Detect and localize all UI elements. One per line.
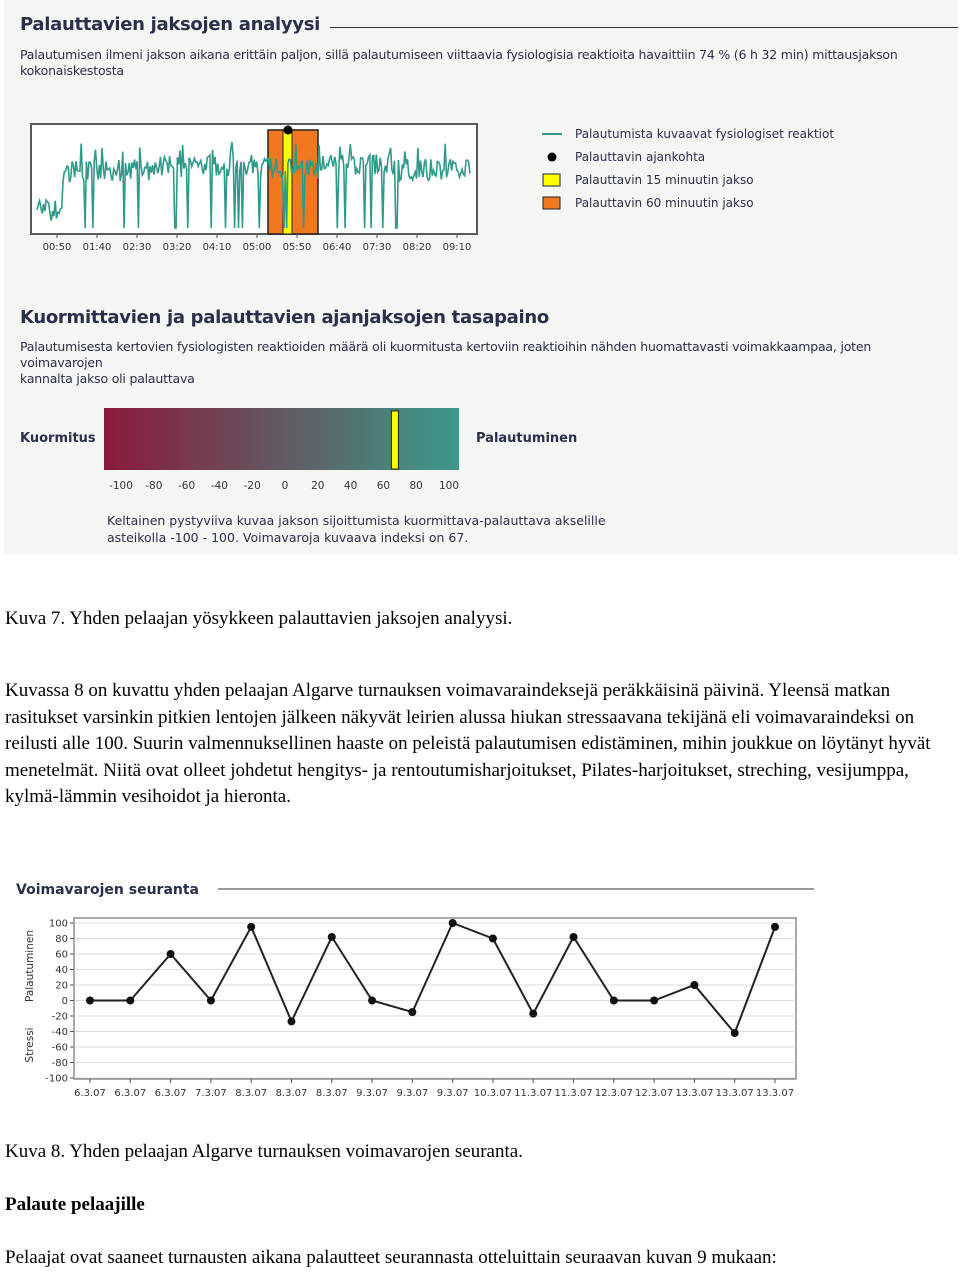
title-divider <box>330 27 958 28</box>
balance-chart <box>4 400 958 555</box>
section-description <box>20 47 950 79</box>
data-point <box>771 923 779 931</box>
y-tick-label: 100 <box>48 918 68 930</box>
desc-line: Palautumisesta kertovien fysiologisten reaktioiden määrä oli kuormitusta kertoviin reaktioihin nähden huomattavasti voimakkaampaa, joten voimavarojen <box>20 339 872 370</box>
legend-label: Palauttavin 15 minuutin jakso <box>575 173 754 187</box>
y-axis-label-top: Palautuminen <box>24 930 36 1002</box>
timeline-tick-label: 07:30 <box>362 242 392 253</box>
data-point <box>86 997 94 1005</box>
scale-tick-label: 100 <box>438 480 460 492</box>
left-label: Kuormitus <box>20 431 96 446</box>
data-point <box>449 919 457 927</box>
data-point <box>731 1029 739 1037</box>
timeline-tick-label: 04:10 <box>202 242 232 253</box>
x-tick-label: 7.3.07 <box>194 1088 227 1099</box>
section-description <box>20 339 955 387</box>
x-axis <box>74 1079 794 1099</box>
best-moment-dot <box>284 126 293 135</box>
timeline-axis <box>43 234 472 253</box>
x-tick-label: 9.3.07 <box>396 1088 429 1099</box>
scale-tick-label: -60 <box>178 480 196 492</box>
recovery-timeline-chart <box>4 110 958 270</box>
index-marker <box>391 411 398 469</box>
scale-tick-label: 0 <box>281 480 289 492</box>
best-60-min-box <box>268 130 318 234</box>
x-tick-label: 8.3.07 <box>315 1088 348 1099</box>
x-tick-label: 12.3.07 <box>635 1088 674 1099</box>
x-tick-label: 11.3.07 <box>514 1088 553 1099</box>
timeline-tick-label: 09:10 <box>442 242 472 253</box>
balance-scale <box>109 480 459 492</box>
x-tick-label: 6.3.07 <box>74 1088 106 1099</box>
chart-title: Voimavarojen seuranta <box>16 882 200 898</box>
x-tick-label: 9.3.07 <box>436 1088 469 1099</box>
y-axis-label-bottom: Stressi <box>24 1027 36 1063</box>
scale-tick-label: 40 <box>343 480 358 492</box>
scale-tick-label: -40 <box>210 480 228 492</box>
data-point <box>570 933 578 941</box>
body-paragraph: Kuvassa 8 on kuvattu yhden pelaajan Algarve turnauksen voimavaraindeksejä peräkkäisinä päivinä. Yleensä matkan rasitukset varsinkin pitkien lentojen jälkeen näkyvät leirien alussa hiukan stressaavana tekijänä eli voimavaraindeksi on reilusti alle 100. Suurin valmennuksellinen haaste on peleistä palautumisen edistäminen, mihin joukkue on löytänyt hyvät menetelmät. Niitä ovat olleet johdetut hengitys- ja rentoutumisharjoitukset, Pilates-harjoitukset, streching, vesijumppa, kylmä-lämmin vesihoidot ja hieronta. <box>5 680 931 807</box>
data-point <box>167 950 175 958</box>
x-tick-label: 6.3.07 <box>114 1088 147 1099</box>
figure-7-panel <box>4 0 958 555</box>
data-point <box>368 997 376 1005</box>
scale-tick-label: 20 <box>311 480 325 492</box>
x-tick-label: 12.3.07 <box>594 1088 633 1099</box>
x-tick-label: 13.3.07 <box>675 1088 714 1099</box>
legend-swatch <box>543 197 560 209</box>
y-tick-label: 0 <box>61 996 68 1007</box>
figure-8-caption: Kuva 8. Yhden pelaajan Algarve turnauksen voimavarojen seuranta. <box>5 1141 523 1162</box>
data-point <box>650 997 658 1005</box>
x-tick-label: 13.3.07 <box>715 1088 754 1099</box>
y-tick-label: 80 <box>55 934 68 945</box>
y-tick-label: 20 <box>55 980 68 992</box>
x-tick-label: 10.3.07 <box>473 1088 513 1099</box>
y-axis <box>45 919 74 1085</box>
right-label: Palautuminen <box>476 431 578 446</box>
data-point <box>328 933 336 941</box>
data-point <box>287 1017 295 1025</box>
legend-label: Palautumista kuvaavat fysiologiset reaktiot <box>575 127 835 141</box>
data-point <box>207 997 215 1005</box>
timeline-tick-label: 05:50 <box>282 242 312 253</box>
data-point <box>247 923 255 931</box>
timeline-tick-label: 01:40 <box>82 242 112 253</box>
data-point <box>489 935 497 943</box>
timeline-tick-label: 08:20 <box>402 242 432 253</box>
y-tick-label: -100 <box>45 1073 68 1085</box>
section-title-balance: Kuormittavien ja palauttavien ajanjaksojen tasapaino <box>20 307 549 328</box>
legend-label: Palauttavin 60 minuutin jakso <box>575 196 754 210</box>
y-tick-label: 60 <box>55 949 68 961</box>
section-title-recovery-analysis: Palauttavien jaksojen analyysi <box>20 14 320 35</box>
figure-7-caption: Kuva 7. Yhden pelaajan yösykkeen palauttavien jaksojen analyysi. <box>5 608 513 629</box>
data-point <box>126 997 134 1005</box>
data-point <box>408 1008 416 1016</box>
closing-line: Pelaajat ovat saaneet turnausten aikana palautteet seurannasta otteluittain seuraavan kuvan 9 mukaan: <box>5 1247 777 1268</box>
y-tick-label: -40 <box>51 1027 68 1038</box>
desc-line: kannalta jakso oli palauttava <box>20 371 195 386</box>
timeline-tick-label: 02:30 <box>122 242 152 253</box>
legend-swatch <box>548 153 557 162</box>
timeline-tick-label: 06:40 <box>322 242 352 253</box>
plot-area <box>74 918 796 1079</box>
desc-line: Palautumisen ilmeni jakson aikana erittäin paljon, sillä palautumiseen viittaavia fysiologisia reaktioita havaittiin 74 % (6 h 32 min) mittausjakson <box>20 47 898 62</box>
desc-line: kokonaiskestosta <box>20 63 124 78</box>
legend-swatch <box>543 174 560 186</box>
balance-gradient-bar <box>104 408 459 470</box>
scale-tick-label: 60 <box>376 480 391 492</box>
y-tick-label: 40 <box>55 965 68 976</box>
y-tick-label: -20 <box>51 1011 68 1023</box>
y-tick-label: -80 <box>51 1058 68 1069</box>
scale-tick-label: 80 <box>409 480 423 492</box>
data-point <box>690 981 698 989</box>
resource-tracking-chart <box>0 870 960 1110</box>
balance-note-line: Keltainen pystyviiva kuvaa jakson sijoittumista kuormittava-palauttava akselille <box>107 513 606 528</box>
data-point <box>610 997 618 1005</box>
x-tick-label: 6.3.07 <box>154 1088 187 1099</box>
timeline-tick-label: 00:50 <box>42 242 72 253</box>
scale-tick-label: -20 <box>243 480 261 492</box>
balance-note-line: asteikolla -100 - 100. Voimavaroja kuvaava indeksi on 67. <box>107 530 469 545</box>
timeline-tick-label: 03:20 <box>162 242 192 253</box>
y-tick-label: -60 <box>51 1042 68 1054</box>
x-tick-label: 11.3.07 <box>554 1088 593 1099</box>
data-point <box>529 1010 537 1018</box>
x-tick-label: 9.3.07 <box>356 1088 388 1099</box>
scale-tick-label: -80 <box>145 480 163 492</box>
timeline-tick-label: 05:00 <box>242 242 272 253</box>
section-heading: Palaute pelaajille <box>5 1194 145 1215</box>
x-tick-label: 8.3.07 <box>275 1088 308 1099</box>
timeline-legend <box>542 127 834 210</box>
legend-label: Palauttavin ajankohta <box>575 150 706 164</box>
x-tick-label: 8.3.07 <box>235 1088 268 1099</box>
x-tick-label: 13.3.07 <box>755 1088 795 1099</box>
scale-tick-label: -100 <box>109 480 133 492</box>
